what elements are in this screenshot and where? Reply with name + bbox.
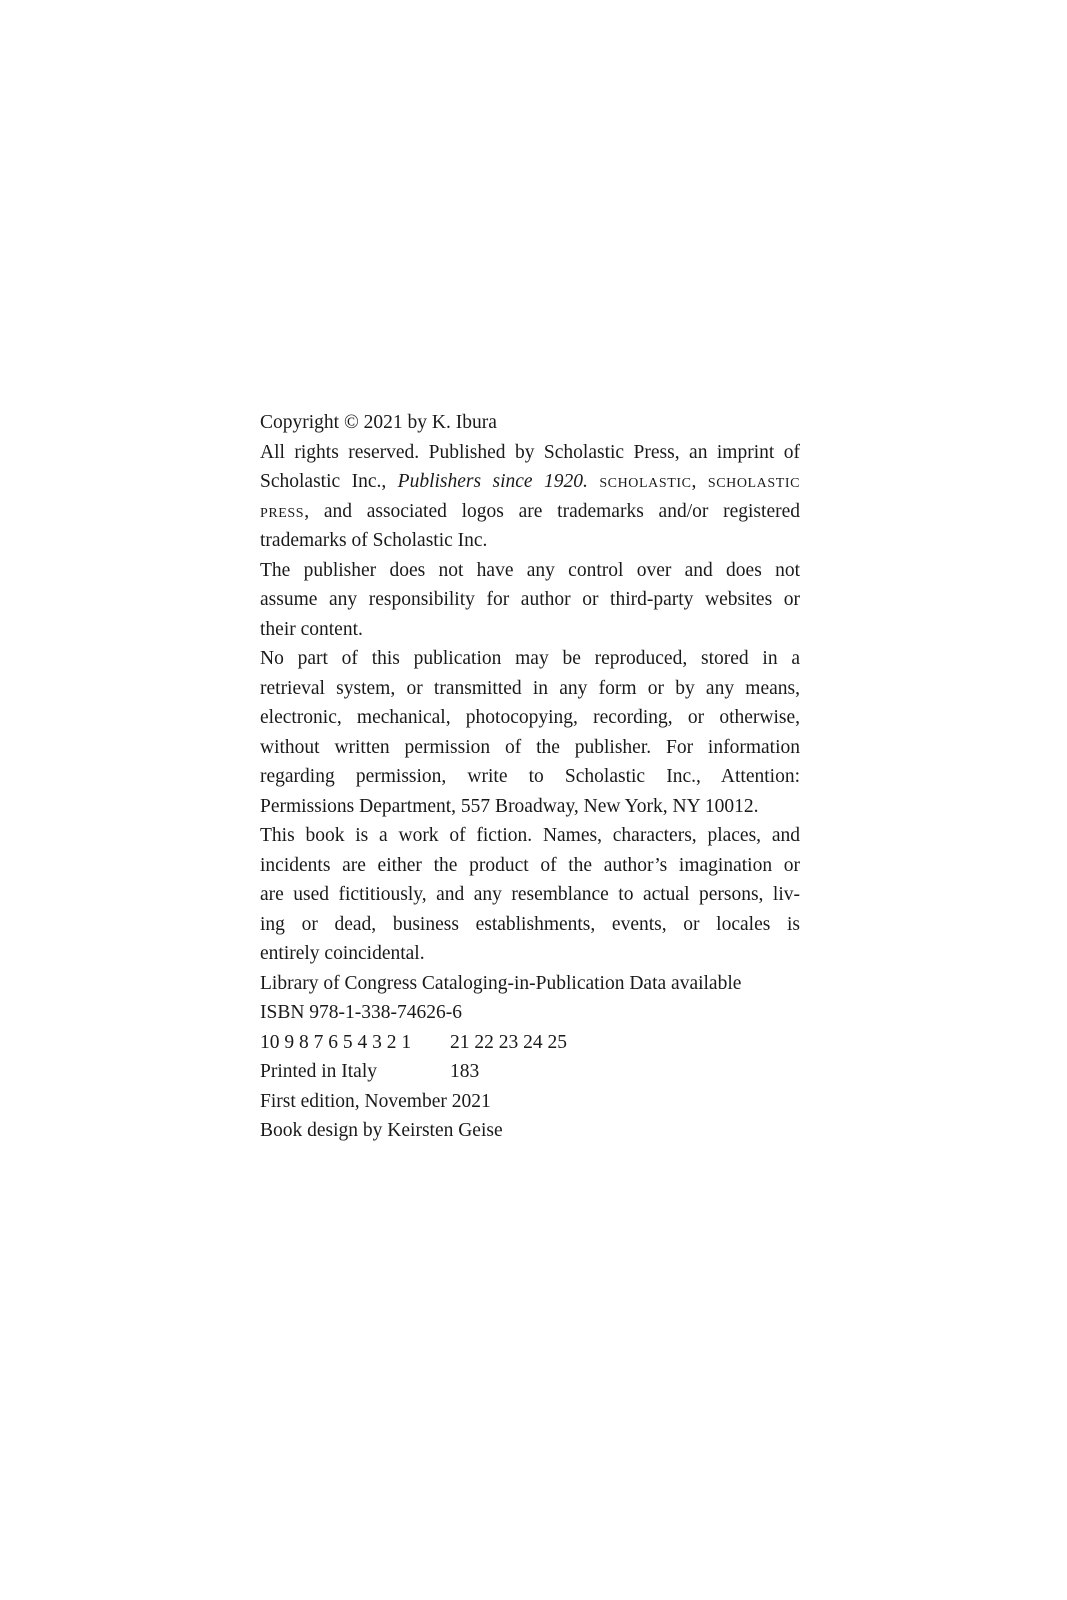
fiction-line-4: ing or dead, business establishments, events, or locales is xyxy=(260,913,800,935)
publisher-notice-line-1: The publisher does not have any control over and does not xyxy=(260,559,800,581)
reproduction-line-3: electronic, mechanical, photocopying, recording, or otherwise, xyxy=(260,707,800,728)
copyright-line xyxy=(260,408,800,438)
cip-line xyxy=(260,969,800,999)
publisher-notice-line-2: assume any responsibility for author or third-party websites or xyxy=(260,589,800,610)
cip-text: Library of Congress Cataloging-in-Publication Data available xyxy=(260,972,742,994)
fiction-line-5: entirely coincidental. xyxy=(260,943,425,964)
reproduction-line-2: retrieval system, or transmitted in any form or by any means, xyxy=(260,677,800,699)
trademark-separator: , xyxy=(691,471,708,492)
fiction-line-1: This book is a work of fiction. Names, characters, places, and xyxy=(260,825,800,846)
rights-line-1: All rights reserved. Published by Scholastic Press, an imprint of xyxy=(260,441,800,463)
rights-line-4: trademarks of Scholastic Inc. xyxy=(260,530,488,551)
rights-paragraph xyxy=(260,438,800,556)
rights-publisher: Scholastic Inc., xyxy=(260,471,398,492)
edition-text: First edition, November 2021 xyxy=(260,1090,491,1112)
isbn-line xyxy=(260,998,800,1028)
printed-line xyxy=(260,1057,800,1087)
rights-line-2 xyxy=(260,467,800,497)
trademark-press: press xyxy=(260,500,305,522)
trademark-scholastic-2: scholastic xyxy=(707,471,801,492)
fiction-line-3: are used fictitiously, and any resemblance to actual persons, liv- xyxy=(260,884,800,905)
printing-numbers: 10 9 8 7 6 5 4 3 2 1 xyxy=(260,1031,412,1053)
design-line xyxy=(260,1116,800,1146)
fiction-paragraph xyxy=(260,821,800,969)
printing-line xyxy=(260,1028,800,1058)
publishers-since-italic: Publishers since 1920. xyxy=(397,471,588,492)
reproduction-line-5: regarding permission, write to Scholastic Inc., Attention: xyxy=(260,766,800,787)
reproduction-line-4: without written permission of the publisher. For information xyxy=(260,736,800,758)
reproduction-paragraph xyxy=(260,644,800,821)
reproduction-line-6: Permissions Department, 557 Broadway, New York, NY 10012. xyxy=(260,795,759,817)
printing-years: 21 22 23 24 25 xyxy=(450,1031,567,1053)
copyright-page xyxy=(260,408,800,1146)
copyright-text: Copyright © 2021 by K. Ibura xyxy=(260,412,497,433)
trademark-scholastic: scholastic xyxy=(599,471,692,492)
printed-location: Printed in Italy xyxy=(260,1061,377,1082)
design-credit: Book design by Keirsten Geise xyxy=(260,1120,503,1141)
fiction-line-2: incidents are either the product of the author’s imagination or xyxy=(260,854,800,876)
publisher-notice-line-3: their content. xyxy=(260,618,363,640)
isbn-text: ISBN 978-1-338-74626-6 xyxy=(260,1002,463,1023)
rights-line-3 xyxy=(260,497,800,527)
reproduction-line-1: No part of this publication may be reproduced, stored in a xyxy=(260,648,800,669)
publisher-notice-paragraph xyxy=(260,556,800,645)
rights-line-3-text: , and associated logos are trademarks and/or registered xyxy=(304,500,800,522)
edition-line xyxy=(260,1087,800,1117)
printer-code: 183 xyxy=(450,1061,480,1082)
